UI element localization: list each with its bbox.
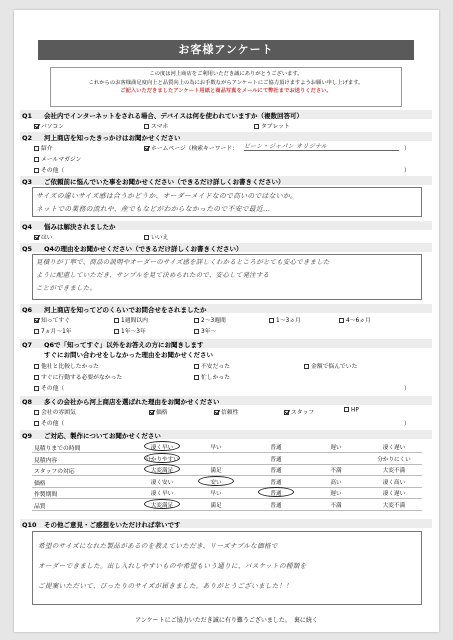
checkbox-icon[interactable]	[34, 375, 39, 380]
rating-row-label: 見積りまでの時間	[34, 446, 81, 452]
q7-option-no-need[interactable]: すぐに行動する必要がなかった	[34, 372, 122, 381]
rating-row-label: 作製期間	[34, 492, 58, 498]
rating-row-divider	[32, 464, 422, 465]
checkbox-icon[interactable]	[194, 329, 199, 334]
rating-option[interactable]: 遅い	[330, 445, 342, 451]
rating-option[interactable]: 大変満足	[150, 468, 174, 474]
keyword-underline	[244, 150, 399, 151]
rating-option[interactable]: 凄く早い	[150, 445, 174, 451]
selection-circle	[144, 499, 180, 509]
question-q4: Q4 悩みは解決されましたか	[22, 223, 116, 231]
selection-circle	[144, 464, 180, 474]
rating-option[interactable]: 大変不満	[382, 468, 406, 474]
q3-answer-line: サイズの違いサイズ感は合うかどうか、オーダーメイドなので高いのではないか。	[36, 192, 298, 200]
rating-row-divider	[32, 487, 422, 488]
checkbox-icon[interactable]	[214, 410, 219, 415]
question-q1: Q1 会社内でインターネットをされる場合、デバイスは何を使われていますか（複数回答可）	[22, 112, 303, 120]
checkbox-icon[interactable]	[194, 318, 199, 323]
rating-option[interactable]: 普通	[270, 479, 282, 486]
q1-option-tablet[interactable]: タブレット	[254, 121, 290, 130]
checkbox-icon[interactable]	[34, 421, 39, 426]
checkbox-icon[interactable]	[339, 318, 344, 323]
q1-option-pc[interactable]: パソコン	[34, 121, 64, 130]
rating-option[interactable]: 普通	[270, 502, 282, 509]
rating-option[interactable]: 普通	[270, 491, 282, 497]
checkbox-icon[interactable]	[304, 364, 309, 369]
q1-option-phone[interactable]: スマホ	[144, 121, 168, 130]
checkbox-icon[interactable]	[269, 318, 274, 323]
q2-paren-close: ）	[404, 168, 410, 174]
q6-option-3years-plus[interactable]: 3年～	[194, 326, 216, 335]
checkbox-icon[interactable]	[34, 157, 39, 162]
q10-answer-line: ご提案いただいて、ぴったりのサイズが届きました。ありがとうございました！！	[38, 582, 293, 590]
intro-notice: ご記入いただきましたアンケート用紙と商品写真をメールにて弊社までお送りください。	[120, 88, 332, 94]
q5-answer-line: ことができました。	[36, 284, 97, 292]
rating-row-divider	[32, 498, 422, 499]
checkbox-icon[interactable]	[34, 410, 39, 415]
q6-option-1-3months[interactable]: 1～3ヵ月	[269, 315, 301, 324]
q6-option-1week[interactable]: 1週間以内	[114, 315, 148, 324]
question-q7-sub: すぐにお問い合わせをしなかった理由をお聞かせください	[44, 351, 213, 359]
rating-row-label: 価格	[34, 480, 46, 487]
rating-option[interactable]: 大変不満	[382, 502, 406, 509]
rating-option[interactable]: 満足	[210, 468, 222, 474]
rating-row-label: 見積内容	[34, 457, 58, 464]
rating-option[interactable]: 分かりにくい	[377, 456, 411, 463]
checkbox-icon[interactable]	[34, 235, 39, 240]
rating-row-label: スタッフの対応	[34, 469, 75, 475]
question-q7: Q7 Q6で「知ってすぐ」以外をお答えの方にお聞きします	[22, 341, 204, 349]
rating-option[interactable]: 早い	[210, 491, 222, 497]
footer-note: アンケートにご協力いただき誠に有り難うございました。 裏に続く	[135, 617, 318, 624]
checkbox-icon[interactable]	[254, 124, 259, 129]
rating-row-divider	[32, 475, 422, 476]
q8-option-hp[interactable]: HP	[344, 407, 359, 414]
rating-option[interactable]: 普通	[270, 468, 282, 474]
q7-option-other[interactable]: その他（	[34, 383, 64, 392]
q4-option-yes[interactable]: はい	[34, 232, 53, 241]
selection-circle	[144, 453, 180, 463]
rating-option[interactable]: 分かりやすい	[145, 456, 179, 463]
q10-answer-line: オーダーできました。出し入れしやすいものや希望もいう通りに、バスケットの種類を	[38, 562, 307, 570]
rating-option[interactable]: 凄く高い	[382, 479, 406, 486]
rating-option[interactable]: 不満	[330, 502, 342, 509]
rating-row-divider	[32, 510, 422, 511]
rating-option[interactable]: 凄く安い	[150, 479, 174, 486]
q8-option-trust[interactable]: 信頼性	[214, 407, 238, 416]
checkbox-icon[interactable]	[34, 386, 39, 391]
rating-option[interactable]: 不満	[330, 468, 342, 474]
rating-option[interactable]: 凄く早い	[150, 491, 174, 497]
checkbox-icon[interactable]	[34, 124, 39, 129]
question-q10: Q10 その他ご意見・ご感想をいただければ幸いです	[22, 521, 181, 529]
q7-option-anxious[interactable]: 不安だった	[194, 361, 230, 370]
q6-option-7months-1year[interactable]: 7ヵ月～1年	[34, 326, 72, 335]
rating-option[interactable]: 凄く遅い	[382, 491, 406, 497]
q6-option-immediately[interactable]: 知ってすぐ	[34, 315, 70, 324]
rating-option[interactable]: 凄く遅い	[382, 445, 406, 451]
checkbox-icon[interactable]	[34, 146, 39, 151]
q5-answer-line: ように配慮していただき、サンプルを見て決められたので、安心して発注する	[36, 271, 270, 279]
q7-option-price[interactable]: 金額で悩んでいた	[304, 361, 357, 370]
rating-row-label: 品質	[34, 503, 46, 510]
q8-option-other[interactable]: その他（	[34, 418, 64, 427]
rating-option[interactable]: 大変満足	[150, 502, 174, 509]
q8-option-staff[interactable]: スタッフ	[284, 407, 314, 416]
q2-option-mailmagazine[interactable]: メールマガジン	[34, 154, 81, 163]
question-q3: Q3 ご依頼前に悩んでいた事をお聞かせください（できるだけ詳しくお書きください）	[22, 178, 285, 186]
checkbox-icon[interactable]	[34, 364, 39, 369]
checkbox-icon[interactable]	[344, 407, 349, 412]
q6-option-4-6months[interactable]: 4～6ヵ月	[339, 315, 371, 324]
selection-circle	[198, 476, 234, 486]
selection-circle	[144, 441, 180, 451]
question-q2: Q2 河上商店を知ったきっかけはお聞かせください	[22, 134, 181, 142]
checkbox-icon[interactable]	[149, 410, 154, 415]
checkbox-icon[interactable]	[34, 329, 39, 334]
q4-option-no[interactable]: いいえ	[144, 232, 168, 241]
question-q8: Q8 多くの会社から河上商店を選ばれた理由をお聞かせください	[22, 398, 220, 406]
checkbox-icon[interactable]	[144, 146, 149, 151]
rating-option[interactable]: 満足	[210, 502, 222, 509]
rating-option[interactable]: 普通	[270, 445, 282, 451]
intro-line: この度は河上商店をご利用いただき誠にありがとうございます。	[149, 71, 303, 77]
intro-box	[50, 67, 402, 107]
checkbox-icon[interactable]	[144, 235, 149, 240]
q8-option-atmosphere[interactable]: 会社の雰囲気	[34, 407, 76, 416]
rating-option[interactable]: 遅い	[330, 491, 342, 497]
q5-answer-line: 見積りが丁寧で、商品の説明やオーダーのサイズ感を詳しくわかるところがとても安心できました	[36, 258, 330, 266]
q2-option-other[interactable]: その他（	[34, 165, 64, 174]
question-q5: Q5 Q4の理由をお聞かせください（できるだけ詳しくお書きください）	[22, 245, 243, 253]
checkbox-icon[interactable]	[114, 329, 119, 334]
q6-option-1-3years[interactable]: 1年～3年	[114, 326, 146, 335]
question-q6: Q6 河上商店を知ってどのくらいでお問合せをされましたか	[22, 306, 207, 314]
q6-option-2-3weeks[interactable]: 2～3週間	[194, 315, 226, 324]
rating-option[interactable]: 安い	[210, 479, 222, 486]
q3-answer-line: ネットでの業務の流れや、産でもなどがわからなかったので不安で最近…	[36, 205, 271, 213]
q7-option-busy[interactable]: 忙しかった	[194, 372, 230, 381]
checkbox-icon[interactable]	[194, 364, 199, 369]
rating-option[interactable]: 高い	[330, 479, 342, 486]
checkbox-icon[interactable]	[194, 375, 199, 380]
q10-answer-line: 希望のサイズになれた製品があるのを教えていただき、リーズナブルな価格で	[38, 542, 278, 550]
q2-option-homepage[interactable]: ホームページ（検索キーワード：	[144, 143, 238, 152]
q8-paren-close: ）	[404, 421, 410, 427]
survey-sheet	[14, 10, 439, 632]
selection-circle	[258, 487, 294, 497]
question-q9: Q9 ご対応、製作についてお聞かせください	[22, 432, 161, 440]
checkbox-icon[interactable]	[144, 124, 149, 129]
survey-title: お客様アンケート	[38, 40, 414, 60]
rating-option[interactable]: 普通	[270, 456, 282, 463]
q2-option-referral[interactable]: 紹介	[34, 143, 53, 152]
q2-keyword-answer: ビーン・ジャパン オリジナル	[244, 143, 328, 150]
q7-option-compare[interactable]: 他社と比較したかった	[34, 361, 99, 370]
checkbox-icon[interactable]	[284, 410, 289, 415]
rating-option[interactable]: 早い	[210, 445, 222, 451]
intro-line: これからのお客様満足度向上と品質向上の為にお手数ながらアンケートにご協力頂けますようお願い申し上げます。	[88, 79, 364, 86]
q2-paren-close: ）	[404, 146, 410, 152]
q8-option-price[interactable]: 価格	[149, 407, 168, 416]
rating-row-divider	[32, 452, 422, 453]
checkbox-icon[interactable]	[114, 318, 119, 323]
q7-paren-close: ）	[404, 386, 410, 392]
checkbox-icon[interactable]	[34, 318, 39, 323]
checkbox-icon[interactable]	[34, 168, 39, 173]
